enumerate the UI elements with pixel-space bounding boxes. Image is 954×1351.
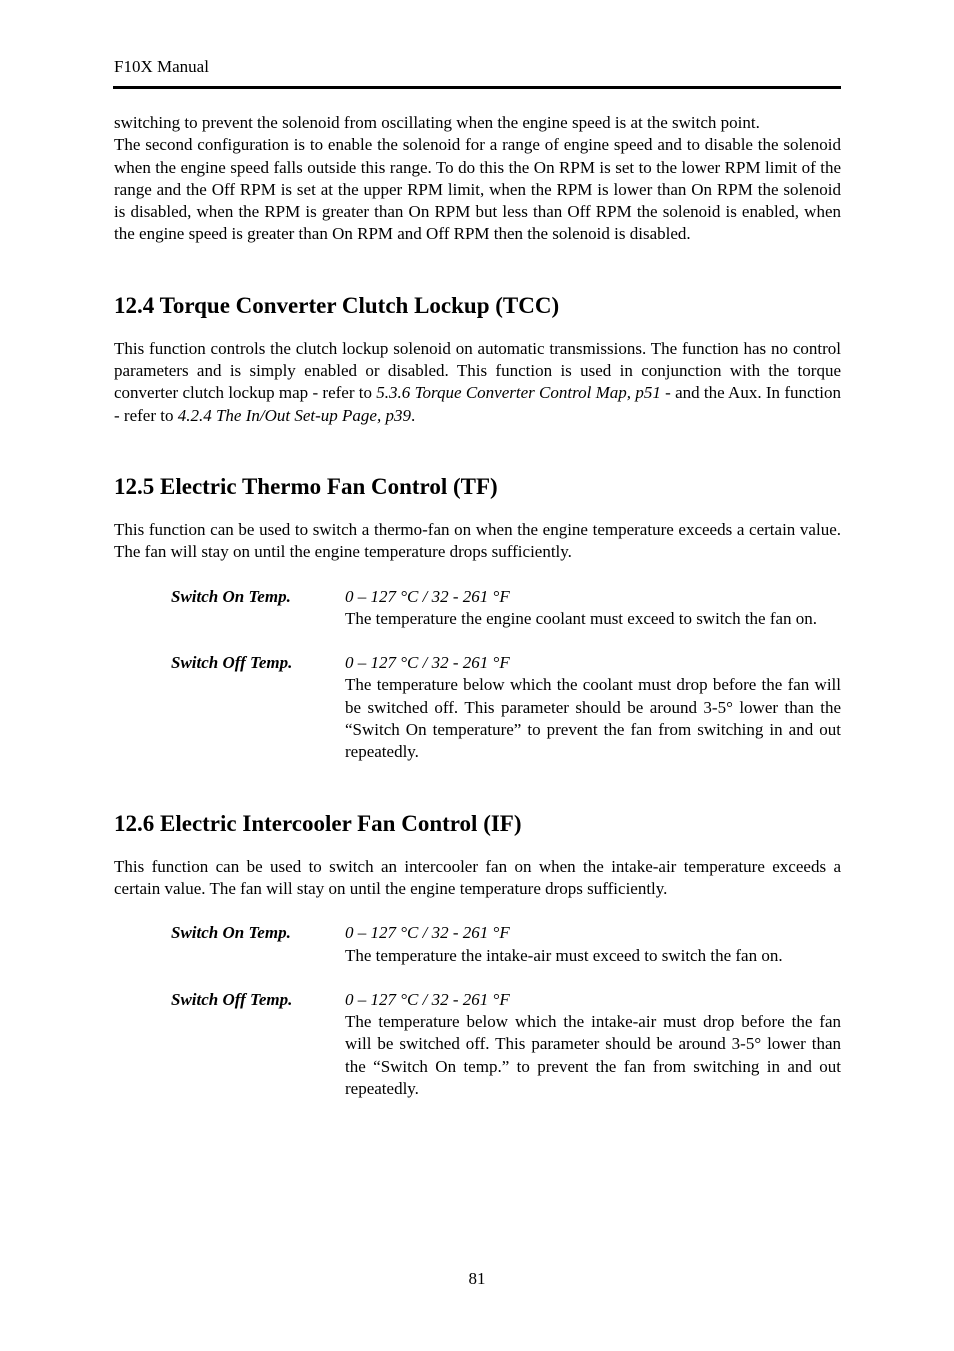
param-body [345, 922, 841, 967]
param-body [345, 586, 841, 631]
tf-param-switch-off [114, 652, 841, 763]
param-description: The temperature below which the coolant must drop before the fan will be switched off. This parameter should be around 3-5° lower than the “Switch On temperature” to prevent the fan from switching in and out repeatedly. [345, 675, 841, 762]
param-name: Switch On Temp. [171, 923, 291, 943]
section-heading-if: 12.6 Electric Intercooler Fan Control (IF) [114, 810, 522, 836]
param-body [345, 652, 841, 763]
tcc-text-1: This function controls the clutch lockup solenoid on automatic transmissions. The function has no control parameters and is simply enabled or disabled. This function is used in conjunction with the torque converter clutch lockup map - refer to [114, 338, 841, 403]
param-body [345, 989, 841, 1100]
tcc-text-2: - and the Aux. In function - refer to [114, 383, 841, 425]
param-description: The temperature below which the intake-air must drop before the fan will be switched off. This parameter should be around 3-5° lower than the “Switch On temp.” to prevent the fan from switching in and out repeatedly. [345, 1012, 841, 1099]
page-number: 81 [468, 1269, 486, 1288]
header-divider [113, 86, 841, 89]
if-param-switch-on [114, 922, 841, 967]
page-content [114, 112, 841, 1100]
param-range: 0 – 127 °C / 32 - 261 °F [345, 653, 510, 673]
tf-param-switch-on [114, 586, 841, 631]
tf-paragraph: This function can be used to switch a thermo-fan on when the engine temperature exceeds a certain value. The fan will stay on until the engine temperature drops sufficiently. [114, 519, 841, 562]
if-paragraph: This function can be used to switch an intercooler fan on when the intake-air temperature exceeds a certain value. The fan will stay on until the engine temperature drops sufficiently. [114, 856, 841, 898]
tcc-reference-2: 4.2.4 The In/Out Set-up Page, p39 [177, 405, 411, 425]
section-heading-tcc: 12.4 Torque Converter Clutch Lockup (TCC) [114, 292, 560, 318]
section-heading-tf: 12.5 Electric Thermo Fan Control (TF) [114, 473, 498, 499]
param-description: The temperature the intake-air must exceed to switch the fan on. [345, 945, 783, 965]
tcc-reference-1: 5.3.6 Torque Converter Control Map, p51 [376, 383, 661, 403]
tcc-text-3: . [410, 405, 416, 425]
param-name: Switch On Temp. [171, 586, 291, 606]
if-param-switch-off [114, 989, 841, 1100]
param-name: Switch Off Temp. [171, 653, 293, 673]
param-range: 0 – 127 °C / 32 - 261 °F [345, 586, 510, 606]
intro-paragraph-1: switching to prevent the solenoid from oscillating when the engine speed is at the switch point. [114, 113, 760, 132]
param-range: 0 – 127 °C / 32 - 261 °F [345, 923, 510, 943]
tcc-paragraph [114, 338, 841, 427]
param-description: The temperature the engine coolant must exceed to switch the fan on. [345, 608, 818, 628]
param-range: 0 – 127 °C / 32 - 261 °F [345, 989, 510, 1009]
param-name: Switch Off Temp. [171, 989, 293, 1009]
intro-paragraph-2: The second configuration is to enable the solenoid for a range of engine speed and to disable the solenoid when the engine speed falls outside this range. To do this the On RPM is set to the lower RPM limit of the range and the Off RPM is set at the upper RPM limit, when the RPM is lower than On RPM the solenoid is disabled, when the RPM is greater than On RPM but less than Off RPM the solenoid is enabled, when the engine speed is greater than On RPM and Off RPM then the solenoid is disabled. [114, 135, 841, 244]
page-header-title: F10X Manual [114, 57, 209, 76]
